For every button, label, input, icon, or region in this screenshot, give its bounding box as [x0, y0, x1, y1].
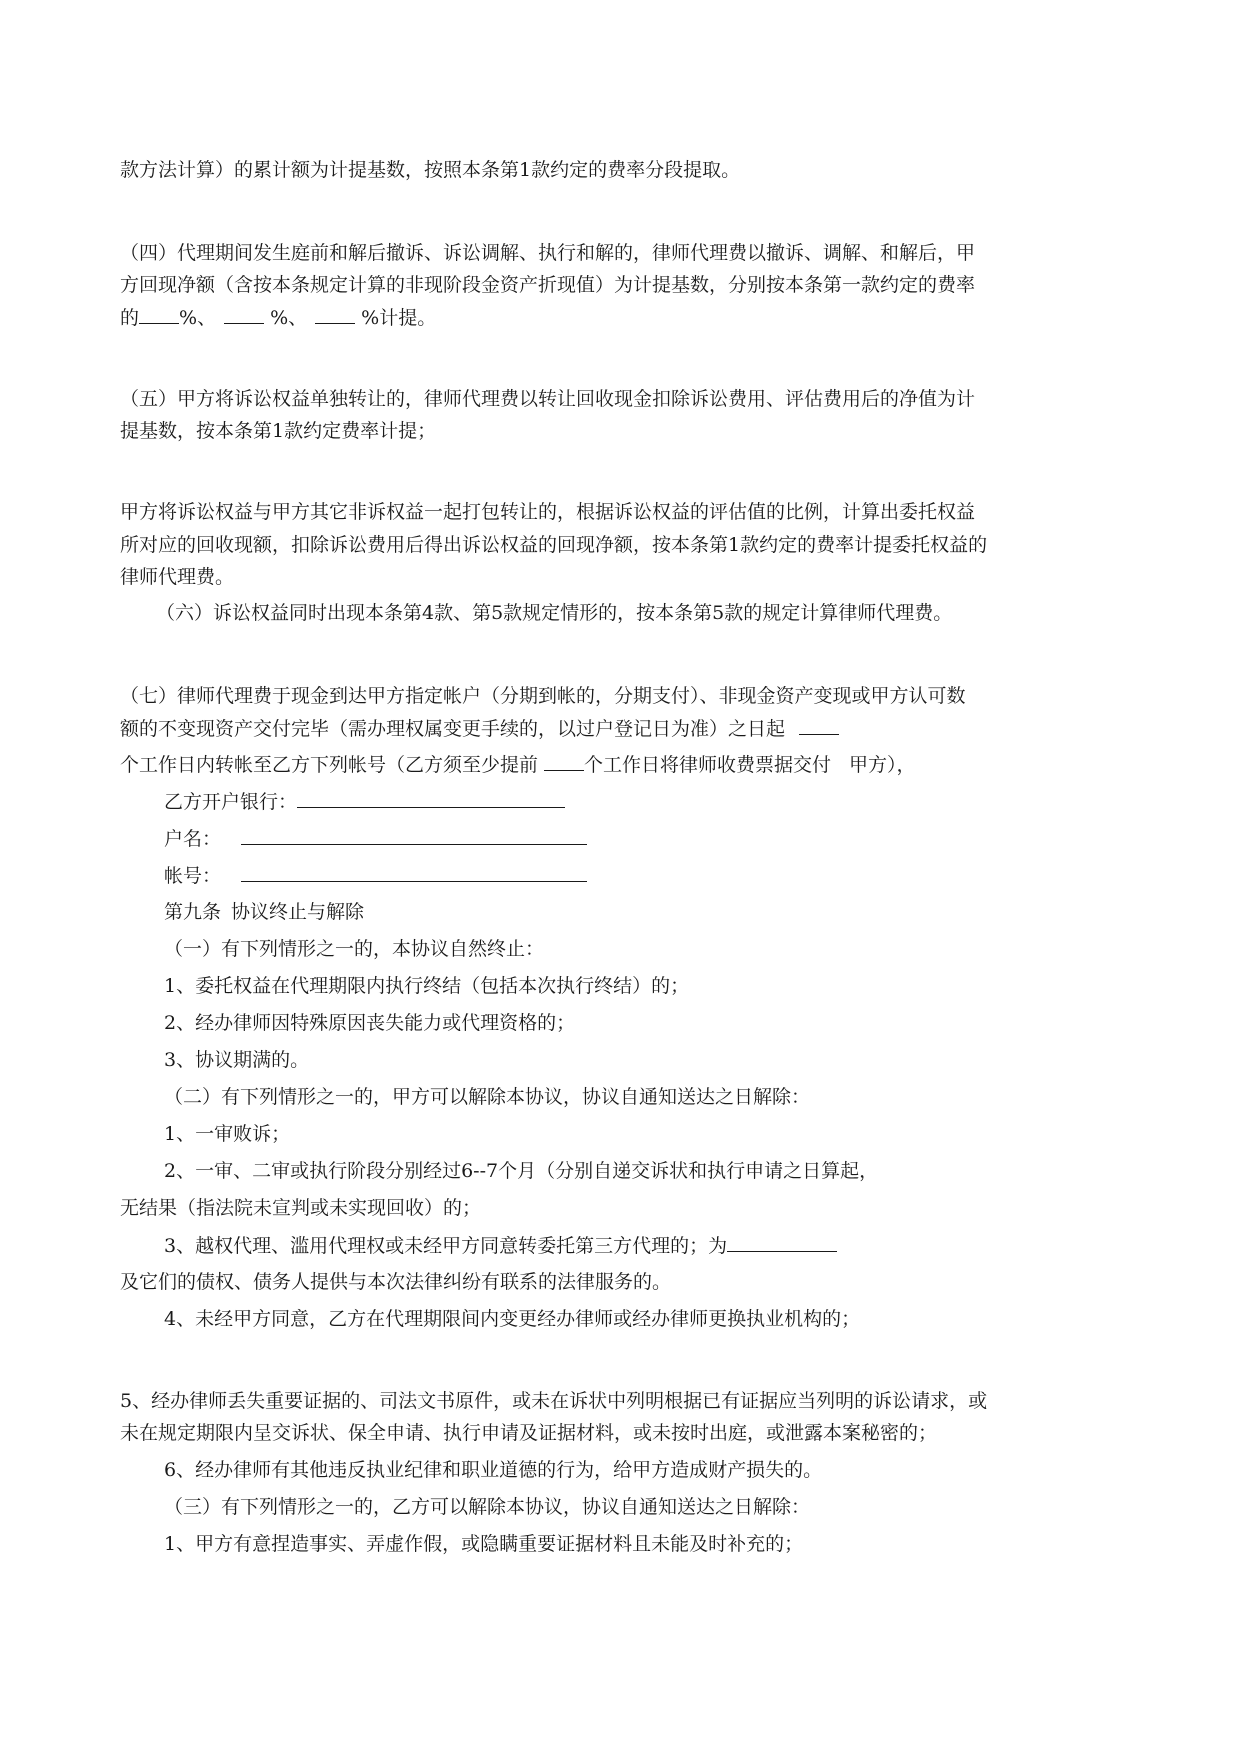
text-fragment: 个工作日内转帐至乙方下列帐号（乙方须至少提前	[120, 754, 539, 776]
bank-label: 乙方开户银行：	[164, 791, 298, 813]
text-fragment: 额的不变现资产交付完毕（需办理权属变更手续的，以过户登记日为准）之日起	[120, 718, 786, 740]
list-item	[164, 1233, 837, 1257]
account-number-line	[164, 863, 587, 887]
text-line: 及它们的债权、债务人提供与本次法律纠纷有联系的法律服务的。	[120, 1271, 672, 1293]
text-fragment: %、	[270, 307, 308, 329]
text-fragment: %计提。	[361, 307, 437, 329]
text-line: 方回现净额（含按本条规定计算的非现阶段金资产折现值）为计提基数，分别按本条第一款约定的费率	[120, 274, 976, 296]
bank-blank[interactable]	[297, 789, 565, 808]
party-blank[interactable]	[727, 1233, 837, 1252]
list-item: 1、甲方有意捏造事实、弄虚作假，或隐瞒重要证据材料且未能及时补充的；	[164, 1533, 804, 1555]
account-name-line	[164, 826, 587, 850]
text-line: 未在规定期限内呈交诉状、保全申请、执行申请及证据材料，或未按时出庭，或泄露本案秘密的；	[120, 1422, 938, 1444]
text-fragment: 的	[120, 307, 140, 329]
text-line: （四）代理期间发生庭前和解后撤诉、诉讼调解、执行和解的，律师代理费以撤诉、调解、和解后，甲	[120, 242, 976, 264]
text-line: （七）律师代理费于现金到达甲方指定帐户（分期到帐的，分期支付）、非现金资产变现或甲方认可数	[120, 685, 966, 707]
text-fragment: %、	[179, 307, 217, 329]
days-blank-1[interactable]	[799, 716, 839, 735]
account-number-blank[interactable]	[241, 863, 587, 882]
text-line: 所对应的回收现额，扣除诉讼费用后得出诉讼权益的回现净额，按本条第1款约定的费率计提委托权益的	[120, 534, 988, 556]
rate-blank-1[interactable]	[139, 305, 179, 324]
text-line: （三）有下列情形之一的，乙方可以解除本协议，协议自通知送达之日解除：	[164, 1496, 811, 1518]
text-line: （六）诉讼权益同时出现本条第4款、第5款规定情形的，按本条第5款的规定计算律师代理费。	[156, 602, 953, 624]
text-line: （一）有下列情形之一的，本协议自然终止：	[164, 938, 545, 960]
fee-rate-line	[120, 305, 436, 329]
text-line: 无结果（指法院未宣判或未实现回收）的；	[120, 1197, 482, 1219]
text-line: （二）有下列情形之一的，甲方可以解除本协议，协议自通知送达之日解除：	[164, 1086, 811, 1108]
article-number: 第九条	[164, 901, 222, 923]
payment-deadline-line	[120, 716, 839, 740]
transfer-line	[120, 752, 916, 776]
bank-field-line	[164, 789, 565, 813]
article-title: 协议终止与解除	[231, 901, 365, 923]
list-item: 3、协议期满的。	[164, 1049, 310, 1071]
text-fragment: 甲方），	[849, 754, 916, 776]
list-item: 1、委托权益在代理期限内执行终结（包括本次执行终结）的；	[164, 975, 690, 997]
list-item: 6、经办律师有其他违反执业纪律和职业道德的行为，给甲方造成财产损失的。	[164, 1459, 823, 1481]
list-item: 2、经办律师因特殊原因丧失能力或代理资格的；	[164, 1012, 576, 1034]
rate-blank-2[interactable]	[224, 305, 264, 324]
text-line: 款方法计算）的累计额为计提基数，按照本条第1款约定的费率分段提取。	[120, 159, 741, 181]
days-blank-2[interactable]	[544, 752, 584, 771]
list-item: 2、一审、二审或执行阶段分别经过6--7个月（分别自递交诉状和执行申请之日算起，	[164, 1160, 879, 1182]
account-number-label: 帐号：	[164, 865, 222, 887]
text-fragment: 3、越权代理、滥用代理权或未经甲方同意转委托第三方代理的；为	[164, 1235, 728, 1257]
text-line: 提基数，按本条第1款约定费率计提；	[120, 420, 437, 442]
account-name-label: 户名：	[164, 828, 222, 850]
text-line: 律师代理费。	[120, 566, 235, 588]
rate-blank-3[interactable]	[315, 305, 355, 324]
list-item: 1、一审败诉；	[164, 1123, 291, 1145]
list-item: 4、未经甲方同意，乙方在代理期限间内变更经办律师或经办律师更换执业机构的；	[164, 1308, 861, 1330]
text-line: 甲方将诉讼权益与甲方其它非诉权益一起打包转让的，根据诉讼权益的评估值的比例，计算出委托权益	[120, 501, 976, 523]
text-fragment: 个工作日将律师收费票据交付	[584, 754, 832, 776]
text-line: （五）甲方将诉讼权益单独转让的，律师代理费以转让回收现金扣除诉讼费用、评估费用后的净值为计	[120, 388, 976, 410]
article-heading	[164, 900, 364, 924]
list-item: 5、经办律师丢失重要证据的、司法文书原件，或未在诉状中列明根据已有证据应当列明的诉讼请求，或	[120, 1390, 988, 1412]
account-name-blank[interactable]	[241, 826, 587, 845]
